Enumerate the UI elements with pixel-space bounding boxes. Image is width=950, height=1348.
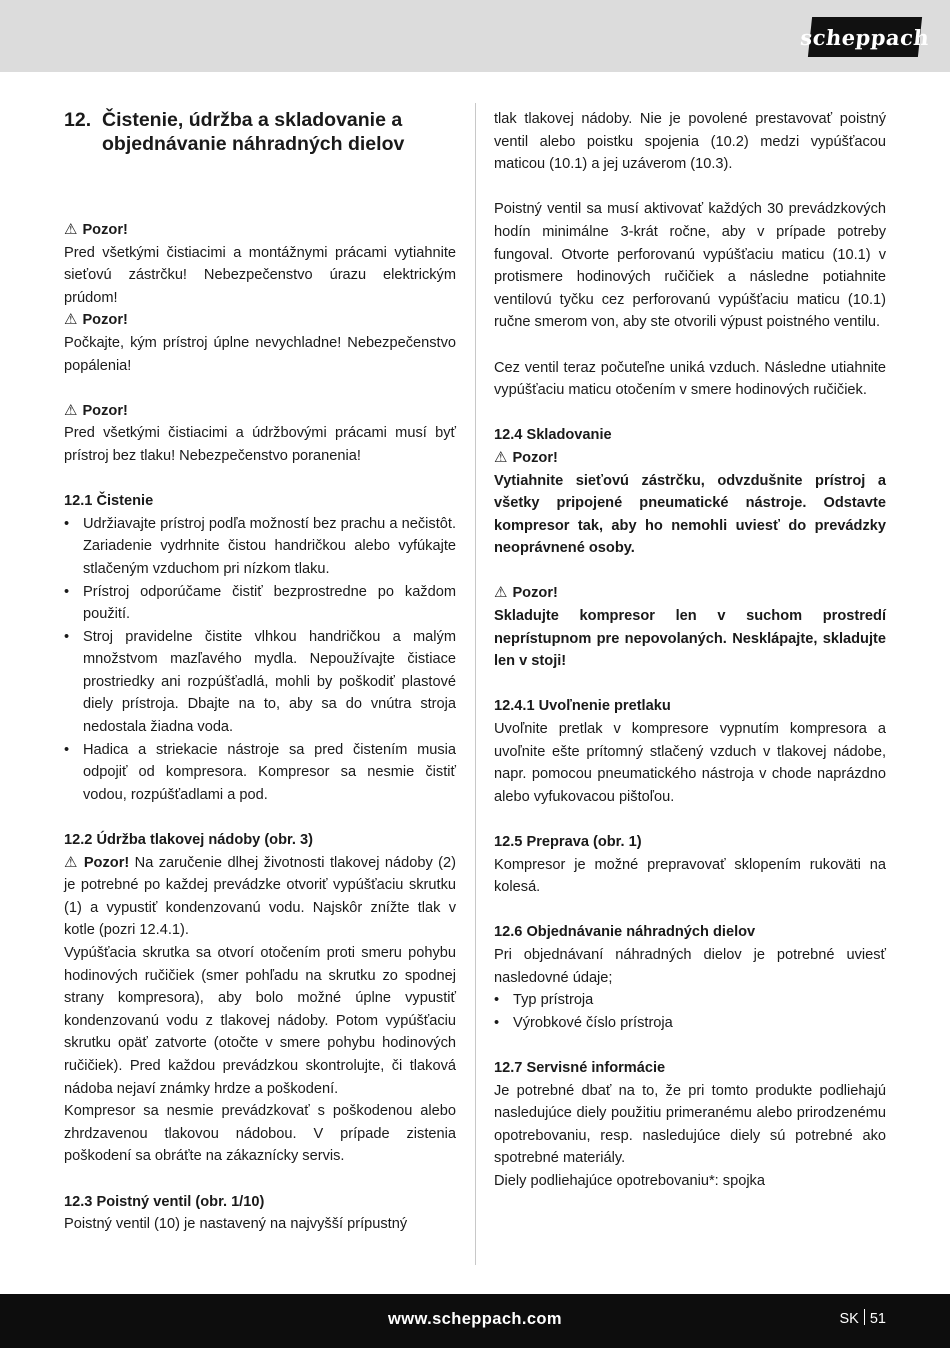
section-title-text: Čistenie, údržba a skladovanie a objednávanie náhradných dielov [102, 109, 405, 155]
warning-text: Počkajte, kým prístroj úplne nevychladne! Nebezpečenstvo popálenia! [64, 334, 456, 374]
website-url: www.scheppach.com [388, 1310, 562, 1328]
warning-label: ⚠ Pozor! [64, 311, 128, 329]
section-title [64, 108, 456, 156]
warning-triangle-icon: ⚠ [64, 853, 79, 871]
warning-label: ⚠ Pozor! [494, 584, 558, 602]
paragraph: Poistný ventil (10) je nastavený na najvyšší prípustný [64, 1216, 408, 1233]
warning-label: ⚠ Pozor! [64, 401, 128, 419]
warning-text: Skladujte kompresor len v suchom prostredí neprístupnom pre nepovolaných. Nesklápajte, skladujte len v stoji! [494, 608, 886, 670]
paragraph: Poistný ventil sa musí aktivovať každých 30 prevádzkových hodín minimálne 3-krát ročne, aby v prípade potreby fungoval. Otvorte perforovanú vypúšťaciu maticu (10.1) v protismere hodinových ručičiek a následne potiahnite ventilovú tyčku cez perforovanú vypúšťaciu maticu (10.1) ručne smerom von, aby ste otvorili výpust poistného ventilu. [494, 201, 886, 331]
warning-text: Pred všetkými čistiacimi a údržbovými prácami musí byť prístroj bez tlaku! Nebezpečenstvo poranenia! [64, 425, 456, 464]
left-column [64, 108, 456, 1236]
top-bar [0, 0, 950, 72]
order-details-list [494, 989, 886, 1034]
scheppach-logo: scheppach [808, 17, 922, 57]
subsection-heading: 12.4 Skladovanie [494, 427, 612, 444]
cleaning-list [64, 513, 456, 807]
warning-triangle-icon: ⚠ [494, 448, 508, 466]
paragraph: Diely podliehajúce opotrebovaniu*: spojka [494, 1172, 765, 1189]
warning-triangle-icon: ⚠ [494, 584, 508, 602]
list-item: • Typ prístroja [494, 989, 886, 1012]
language-code: SK [839, 1311, 859, 1327]
paragraph: Kompresor je možné prepravovať sklopením rukoväti na kolesá. [494, 856, 886, 896]
page-number-value: 51 [869, 1311, 886, 1327]
paragraph: Kompresor sa nesmie prevádzkovať s poškodenou alebo zhrdzavenou tlakovou nádobou. V prípade zistenia poškodení sa obráťte na zákaznícky servis. [64, 1103, 456, 1165]
paragraph: Vypúšťacia skrutka sa otvorí otočením proti smeru pohybu hodinových ručičiek (smer pohľadu na skrutku zo spodnej strany kompresora), aby bolo možné úplne vypustiť kondenzovanú vodu z tlakovej nádoby. Potom vypúšťaciu skrutku opäť zatvorte (otočte v smere pohybu hodinových ručičiek). Pred každou prevádzkou skontrolujte, či tlaková nádoba nejaví známky hrdze a poškodení. [64, 945, 456, 1097]
subsection-heading: 12.3 Poistný ventil (obr. 1/10) [64, 1193, 265, 1210]
warning-triangle-icon: ⚠ [64, 311, 78, 329]
list-item: • Stroj pravidelne čistite vlhkou handričkou a malým množstvom mazľavého mydla. Nepoužívajte čistiace prostriedky ani rozpúšťadlá, mohli by poškodiť plastové diely prístroja. Dbajte na to, aby sa do vnútra stroja nedostala žiadna voda. [64, 626, 456, 739]
paragraph: ⚠ Pozor! Na zaručenie dlhej životnosti tlakovej nádoby (2) je potrebné po každej prevádzke otvoriť vypúšťaciu skrutku (1) a vypustiť kondenzovanú vodu. Najskôr znížte tlak v kotle (pozri 12.4.1). [64, 853, 457, 939]
subsection-heading: 12.5 Preprava (obr. 1) [494, 834, 642, 850]
warning-text: Pred všetkými čistiacimi a montážnymi prácami vytiahnite sieťovú zástrčku! Nebezpečenstvo úrazu elektrickým prúdom! [64, 244, 456, 306]
subsection-heading: 12.1 Čistenie [64, 493, 154, 510]
paragraph: Uvoľnite pretlak v kompresore vypnutím kompresora a uvoľnite ešte prítomný stlačený vzduch v tlakovej nádobe, napr. pomocou pneumatického nástroja v chode naprázdno alebo vyfukovacou pištoľou. [494, 721, 886, 805]
list-item: • Hadica a striekacie nástroje sa pred čistením musia odpojiť od kompresora. Kompresor sa nesmie čistiť vodou, rozpúšťadlami a pod. [64, 739, 456, 807]
list-item: • Prístroj odporúčame čistiť bezprostredne po každom použití. [64, 581, 456, 626]
paragraph: tlak tlakovej nádoby. Nie je povolené prestavovať poistný ventil alebo poistku spojenia (10.2) medzi vypúšťacou maticou (10.1) a jej uzáverom (10.3). [494, 111, 886, 173]
warning-triangle-icon: ⚠ [64, 401, 78, 419]
list-item: • Udržiavajte prístroj podľa možností bez prachu a nečistôt. Zariadenie vydrhnite čistou handričkou alebo vyfúkajte stlačeným vzduchom pri nízkom tlaku. [64, 513, 456, 581]
list-item: • Výrobkové číslo prístroja [494, 1012, 886, 1035]
column-divider [475, 103, 476, 1265]
subsection-heading: 12.6 Objednávanie náhradných dielov [494, 924, 756, 941]
footer-bar [0, 1294, 950, 1348]
warning-label: ⚠ Pozor! [494, 448, 558, 466]
warning-label: ⚠ Pozor! [64, 221, 128, 238]
separator [864, 1309, 865, 1325]
paragraph: Pri objednávaní náhradných dielov je potrebné uviesť nasledovné údaje; [494, 946, 886, 986]
paragraph: Cez ventil teraz počuteľne uniká vzduch. Následne utiahnite vypúšťaciu maticu otočením v smere hodinových ručičiek. [494, 359, 886, 399]
right-column [494, 108, 886, 1193]
warning-triangle-icon: ⚠ [64, 221, 78, 238]
subsection-heading: 12.4.1 Uvoľnenie pretlaku [494, 698, 671, 715]
section-number: 12. [64, 109, 92, 131]
warning-text: Vytiahnite sieťovú zástrčku, odvzdušnite prístroj a všetky pripojené pneumatické nástroje. Odstavte kompresor tak, aby ho nemohli uviesť do prevádzky neoprávnené osoby. [494, 472, 886, 557]
paragraph: Je potrebné dbať na to, že pri tomto produkte podliehajú nasledujúce diely použitiu primeranému alebo prirodzenému opotrebovaniu, resp. nasledujúce diely sú potrebné ako spotrebné materiály. [494, 1082, 886, 1167]
subsection-heading: 12.2 Údržba tlakovej nádoby (obr. 3) [64, 832, 313, 849]
page-number [840, 1294, 886, 1348]
subsection-heading: 12.7 Servisné informácie [494, 1059, 666, 1076]
